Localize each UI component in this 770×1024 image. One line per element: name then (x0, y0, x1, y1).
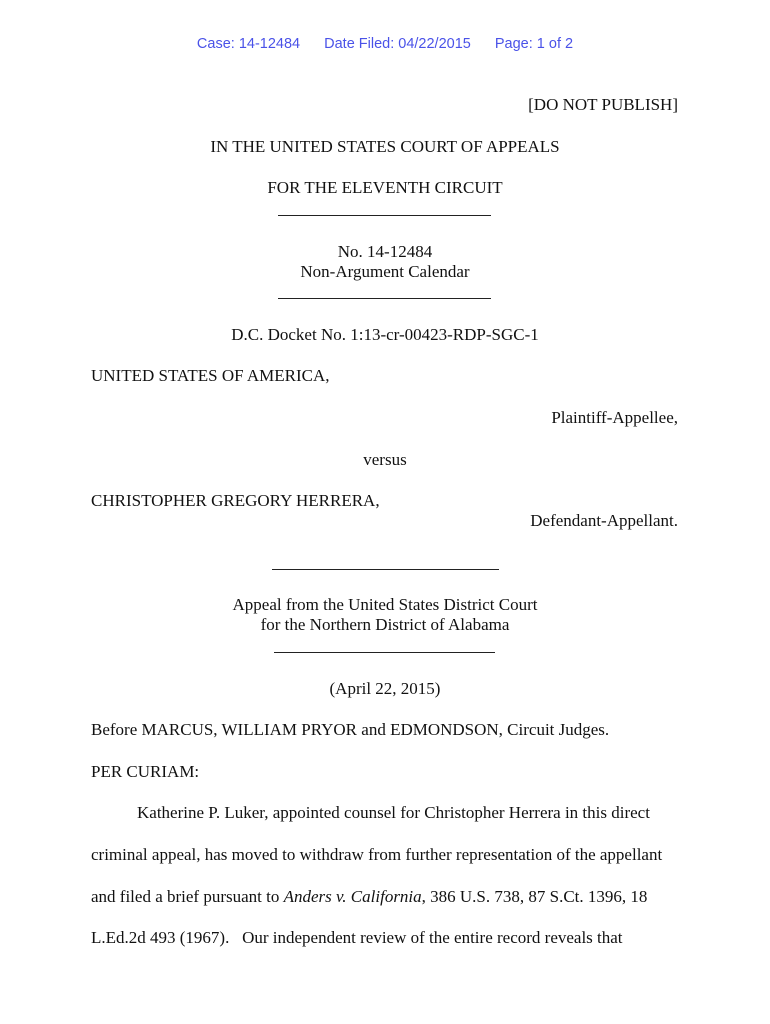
case-number-stamp: Case: 14-12484 (196, 36, 301, 52)
per-curiam-heading: PER CURIAM: (91, 762, 200, 781)
opinion-paragraph-line: Katherine P. Luker, appointed counsel for Christopher Herrera in this direct (137, 803, 650, 822)
appeal-origin-line1: Appeal from the United States District Court (232, 595, 538, 614)
opinion-paragraph-line: criminal appeal, has moved to withdraw from further representation of the appellant (91, 845, 663, 864)
docket-number: D.C. Docket No. 1:13-cr-00423-RDP-SGC-1 (231, 325, 539, 344)
divider-rule (274, 652, 495, 653)
filing-stamp (0, 36, 770, 52)
versus-label: versus (363, 450, 407, 469)
judges-line: Before MARCUS, WILLIAM PRYOR and EDMONDSON, Circuit Judges. (91, 720, 610, 739)
paragraph-text: , 386 U.S. 738, 87 S.Ct. 1396, 18 (421, 887, 648, 906)
plaintiff-name: UNITED STATES OF AMERICA, (91, 366, 330, 385)
defendant-role: Defendant-Appellant. (530, 511, 678, 530)
plaintiff-role: Plaintiff-Appellee, (551, 408, 678, 427)
case-number: No. 14-12484 (337, 242, 433, 261)
court-name: IN THE UNITED STATES COURT OF APPEALS (210, 137, 560, 156)
opinion-paragraph-line (91, 887, 647, 907)
divider-rule (278, 298, 491, 299)
divider-rule (278, 215, 491, 216)
circuit-name: FOR THE ELEVENTH CIRCUIT (267, 178, 503, 197)
date-filed-stamp: Date Filed: 04/22/2015 (324, 36, 471, 52)
appeal-origin-line2: for the Northern District of Alabama (260, 615, 510, 634)
divider-rule (272, 569, 499, 570)
publish-tag: [DO NOT PUBLISH] (528, 95, 678, 114)
case-citation-italic: Anders v. California (283, 887, 422, 906)
paragraph-text: and filed a brief pursuant to (91, 887, 284, 906)
opinion-paragraph-line: L.Ed.2d 493 (1967). Our independent review of the entire record reveals that (91, 928, 623, 947)
calendar-type: Non-Argument Calendar (300, 262, 470, 281)
defendant-name: CHRISTOPHER GREGORY HERRERA, (91, 491, 380, 510)
page-count-stamp: Page: 1 of 2 (494, 36, 574, 52)
decision-date: (April 22, 2015) (329, 679, 441, 698)
